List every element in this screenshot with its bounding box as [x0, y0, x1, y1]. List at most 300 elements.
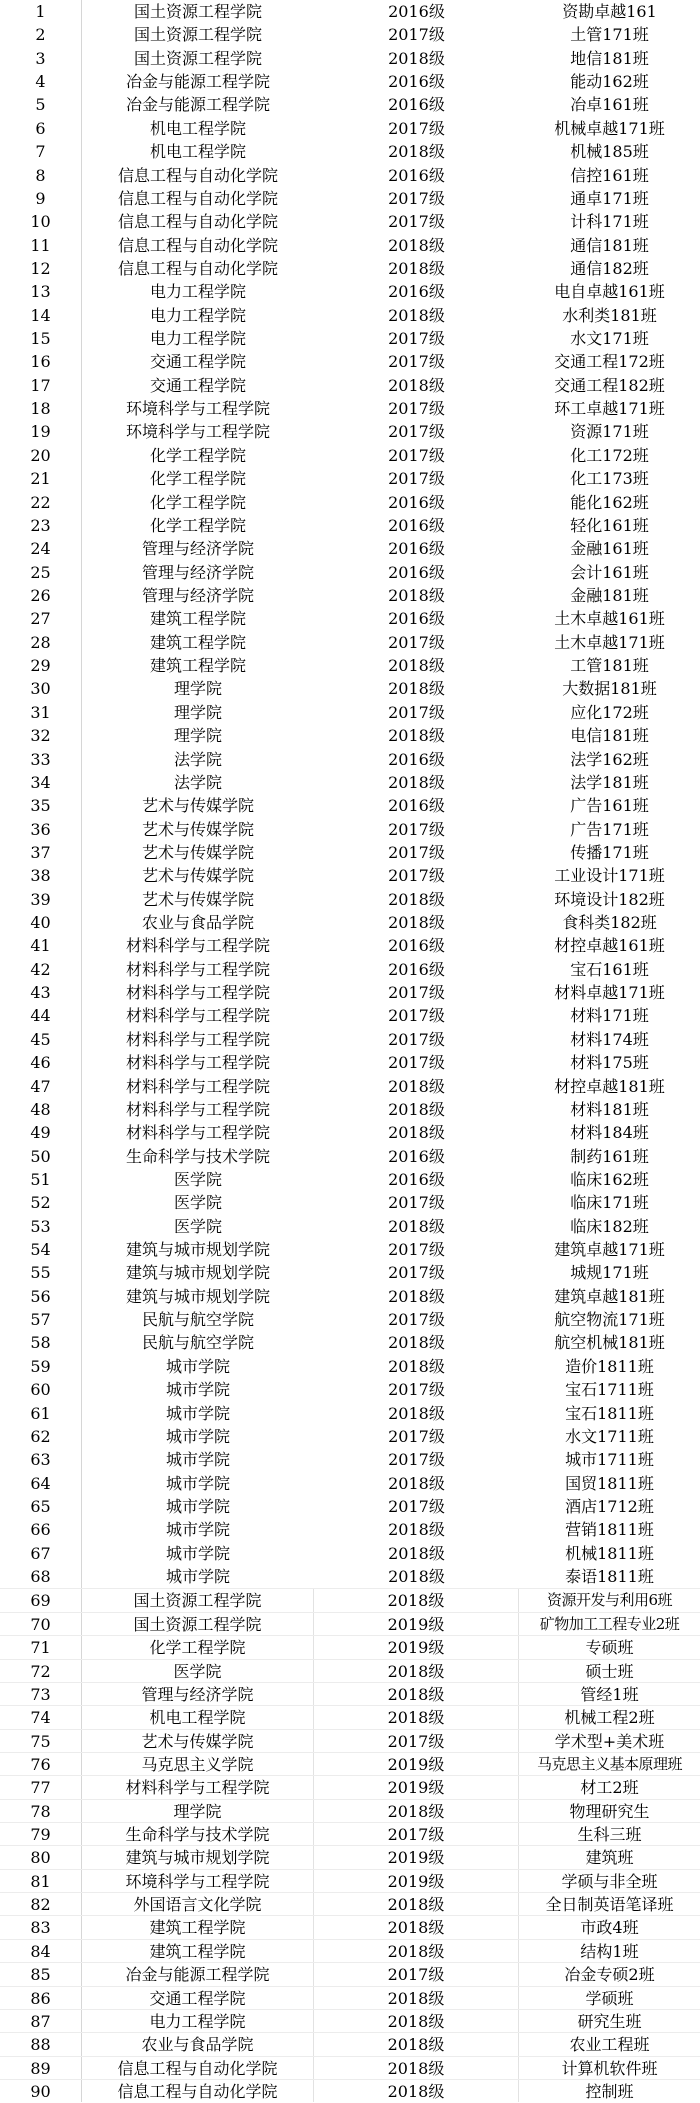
- table-row: [0, 584, 700, 607]
- class-name-cell: 造价1811班: [565, 1356, 654, 1376]
- class-name-cell: 城规171班: [570, 1263, 649, 1283]
- row-number-cell: 78: [0, 1800, 82, 1822]
- row-number-cell: 86: [0, 1987, 82, 2009]
- row-number-cell: 49: [0, 1121, 82, 1144]
- class-name-cell: 土管171班: [570, 25, 649, 45]
- class-name-cell: 大数据181班: [562, 679, 657, 699]
- grade-cell: 2016级: [388, 1146, 445, 1166]
- college-cell: 城市学院: [165, 1380, 230, 1400]
- college-cell: 冶金与能源工程学院: [125, 72, 270, 92]
- college-cell: 材料科学与工程学院: [125, 1076, 270, 1096]
- table-row: [0, 1145, 700, 1168]
- row-number-cell: 50: [0, 1145, 82, 1168]
- table-row: [0, 1635, 700, 1658]
- grade-cell: 2016级: [388, 539, 445, 559]
- class-name-cell: 水文171班: [570, 329, 649, 349]
- row-number-cell: 73: [0, 1683, 82, 1705]
- college-cell: 化学工程学院: [149, 469, 246, 489]
- grade-cell: 2016级: [388, 749, 445, 769]
- class-name-cell: 控制班: [585, 2081, 634, 2101]
- class-name-cell: 建筑卓越181班: [554, 1286, 665, 1306]
- college-cell: 冶金与能源工程学院: [125, 95, 270, 115]
- class-name-cell: 硕士班: [585, 1661, 634, 1681]
- row-number-cell: 70: [0, 1613, 82, 1635]
- row-number-cell: 43: [0, 981, 82, 1004]
- row-number-cell: 57: [0, 1308, 82, 1331]
- row-number-cell: 33: [0, 748, 82, 771]
- row-number-cell: 25: [0, 561, 82, 584]
- class-name-cell: 冶卓161班: [570, 95, 649, 115]
- row-number-cell: 74: [0, 1706, 82, 1728]
- table-row: [0, 70, 700, 93]
- class-name-cell: 土木卓越161班: [554, 609, 665, 629]
- class-name-cell: 电信181班: [570, 726, 649, 746]
- table-row: [0, 631, 700, 654]
- class-name-cell: 机械1811班: [565, 1543, 654, 1563]
- college-cell: 医学院: [173, 1216, 222, 1236]
- college-cell: 信息工程与自动化学院: [82, 2080, 314, 2102]
- grade-cell: 2018级: [388, 585, 445, 605]
- college-cell: 材料科学与工程学院: [125, 1006, 270, 1026]
- grade-cell: 2017级: [388, 983, 445, 1003]
- table-row: [0, 1518, 700, 1541]
- college-cell: 城市学院: [165, 1543, 230, 1563]
- class-name-cell: 材料171班: [570, 1006, 649, 1026]
- row-number-cell: 64: [0, 1472, 82, 1495]
- row-number-cell: 67: [0, 1542, 82, 1565]
- class-name-cell: 应化172班: [570, 702, 649, 722]
- college-cell: 信息工程与自动化学院: [117, 212, 278, 232]
- table-row: [0, 864, 700, 887]
- row-number-cell: 79: [0, 1823, 82, 1845]
- grade-cell: 2018级: [388, 1543, 445, 1563]
- row-number-cell: 11: [0, 234, 82, 257]
- grade-cell: 2018级: [388, 1567, 445, 1587]
- grade-cell: 2017级: [388, 819, 445, 839]
- table-row: [0, 1098, 700, 1121]
- grade-cell: 2016级: [388, 2, 445, 21]
- class-name-cell: 马克思主义基本原理班: [536, 1754, 682, 1773]
- table-row: [0, 771, 700, 794]
- row-number-cell: 23: [0, 514, 82, 537]
- class-name-cell: 广告171班: [570, 819, 649, 839]
- table-row: [0, 607, 700, 630]
- grade-cell: 2019级: [314, 1846, 519, 1868]
- college-cell: 化学工程学院: [149, 492, 246, 512]
- college-cell: 建筑工程学院: [149, 609, 246, 629]
- table-row: [0, 1285, 700, 1308]
- grade-cell: 2016级: [388, 282, 445, 302]
- college-cell: 国土资源工程学院: [133, 25, 262, 45]
- row-number-cell: 68: [0, 1565, 82, 1588]
- class-name-cell: 轻化161班: [570, 515, 649, 535]
- class-name-cell: 学硕班: [585, 1988, 634, 2008]
- college-cell: 建筑与城市规划学院: [125, 1286, 270, 1306]
- class-name-cell: 交通工程182班: [554, 375, 665, 395]
- grade-cell: 2016级: [388, 562, 445, 582]
- table-row: [0, 444, 700, 467]
- class-name-cell: 水文1711班: [565, 1426, 654, 1446]
- table-row: [0, 841, 700, 864]
- row-number-cell: 16: [0, 350, 82, 373]
- row-number-cell: 36: [0, 818, 82, 841]
- row-number-cell: 32: [0, 724, 82, 747]
- college-cell: 城市学院: [165, 1356, 230, 1376]
- class-name-cell: 生科三班: [577, 1825, 642, 1845]
- table-row: [0, 397, 700, 420]
- grade-cell: 2018级: [388, 142, 445, 162]
- college-cell: 建筑工程学院: [149, 656, 246, 676]
- row-number-cell: 77: [0, 1776, 82, 1798]
- table-row: [0, 1799, 700, 1822]
- table-row: [0, 1612, 700, 1635]
- row-number-cell: 59: [0, 1355, 82, 1378]
- grade-cell: 2017级: [388, 329, 445, 349]
- table-row: [0, 93, 700, 116]
- row-number-cell: 13: [0, 280, 82, 303]
- grade-cell: 2017级: [388, 1450, 445, 1470]
- table-row: [0, 1705, 700, 1728]
- row-number-cell: 6: [0, 117, 82, 140]
- class-name-cell: 泰语1811班: [565, 1567, 654, 1587]
- grade-cell: 2016级: [388, 959, 445, 979]
- grade-cell: 2019级: [314, 1753, 519, 1775]
- class-name-cell: 材料174班: [570, 1029, 649, 1049]
- college-cell: 城市学院: [165, 1473, 230, 1493]
- table-row: [0, 1892, 700, 1915]
- row-number-cell: 51: [0, 1168, 82, 1191]
- college-cell: 建筑与城市规划学院: [82, 1846, 314, 1868]
- college-cell: 信息工程与自动化学院: [117, 258, 278, 278]
- grade-cell: 2018级: [388, 1286, 445, 1306]
- class-name-cell: 金融161班: [570, 539, 649, 559]
- grade-cell: 2018级: [388, 1356, 445, 1376]
- grade-cell: 2017级: [314, 1963, 519, 1985]
- row-number-cell: 9: [0, 187, 82, 210]
- college-cell: 医学院: [173, 1169, 222, 1189]
- college-cell: 信息工程与自动化学院: [117, 235, 278, 255]
- row-number-cell: 45: [0, 1028, 82, 1051]
- row-number-cell: 37: [0, 841, 82, 864]
- row-number-cell: 35: [0, 794, 82, 817]
- grade-cell: 2017级: [388, 632, 445, 652]
- grade-cell: 2018级: [388, 1333, 445, 1353]
- class-name-cell: 临床162班: [570, 1169, 649, 1189]
- grade-cell: 2017级: [388, 1029, 445, 1049]
- class-name-cell: 城市1711班: [565, 1450, 654, 1470]
- row-number-cell: 52: [0, 1191, 82, 1214]
- college-cell: 材料科学与工程学院: [82, 1776, 314, 1798]
- table-row: [0, 537, 700, 560]
- table-row: [0, 1075, 700, 1098]
- class-name-cell: 电自卓越161班: [554, 282, 665, 302]
- row-number-cell: 53: [0, 1215, 82, 1238]
- class-name-cell: 冶金专硕2班: [564, 1965, 655, 1985]
- table-row: [0, 257, 700, 280]
- college-cell: 城市学院: [165, 1567, 230, 1587]
- row-number-cell: 76: [0, 1753, 82, 1775]
- class-name-cell: 资源171班: [570, 422, 649, 442]
- class-name-cell: 食科类182班: [562, 913, 657, 933]
- grade-cell: 2018级: [314, 1916, 519, 1938]
- class-name-cell: 交通工程172班: [554, 352, 665, 372]
- table-row: [0, 1355, 700, 1378]
- grade-cell: 2018级: [388, 889, 445, 909]
- college-cell: 马克思主义学院: [82, 1753, 314, 1775]
- row-number-cell: 19: [0, 420, 82, 443]
- table-row: [0, 467, 700, 490]
- grade-cell: 2018级: [388, 726, 445, 746]
- table-row: [0, 23, 700, 46]
- row-number-cell: 20: [0, 444, 82, 467]
- table-row: [0, 1845, 700, 1868]
- grade-cell: 2016级: [388, 515, 445, 535]
- row-number-cell: 54: [0, 1238, 82, 1261]
- row-number-cell: 71: [0, 1636, 82, 1658]
- table-row: [0, 1915, 700, 1938]
- grade-cell: 2016级: [388, 492, 445, 512]
- row-number-cell: 30: [0, 677, 82, 700]
- class-name-cell: 信控161班: [570, 165, 649, 185]
- table-row: [0, 140, 700, 163]
- row-number-cell: 28: [0, 631, 82, 654]
- grade-cell: 2019级: [314, 1636, 519, 1658]
- college-cell: 农业与食品学院: [141, 913, 254, 933]
- college-cell: 城市学院: [165, 1426, 230, 1446]
- grade-cell: 2017级: [388, 1006, 445, 1026]
- class-name-cell: 临床182班: [570, 1216, 649, 1236]
- college-cell: 生命科学与技术学院: [125, 1146, 270, 1166]
- college-cell: 艺术与传媒学院: [141, 796, 254, 816]
- grade-cell: 2017级: [388, 1240, 445, 1260]
- college-cell: 艺术与传媒学院: [141, 819, 254, 839]
- grade-cell: 2018级: [388, 1473, 445, 1493]
- table-row: [0, 677, 700, 700]
- row-number-cell: 87: [0, 2010, 82, 2032]
- table-row: [0, 1402, 700, 1425]
- college-cell: 化学工程学院: [149, 445, 246, 465]
- college-cell: 建筑与城市规划学院: [125, 1263, 270, 1283]
- class-name-cell: 制药161班: [570, 1146, 649, 1166]
- table-row: [0, 1542, 700, 1565]
- table-row: [0, 1191, 700, 1214]
- table-row: [0, 1121, 700, 1144]
- college-cell: 建筑与城市规划学院: [125, 1240, 270, 1260]
- college-cell: 管理与经济学院: [82, 1683, 314, 1705]
- college-cell: 建筑工程学院: [149, 632, 246, 652]
- grade-cell: 2018级: [388, 1520, 445, 1540]
- class-name-cell: 机械卓越171班: [554, 118, 665, 138]
- class-name-cell: 工管181班: [570, 656, 649, 676]
- table-row: [0, 888, 700, 911]
- table-row: [0, 748, 700, 771]
- row-number-cell: 12: [0, 257, 82, 280]
- row-number-cell: 15: [0, 327, 82, 350]
- table-row: [0, 1308, 700, 1331]
- row-number-cell: 24: [0, 537, 82, 560]
- college-cell: 艺术与传媒学院: [141, 842, 254, 862]
- grade-cell: 2018级: [388, 1099, 445, 1119]
- table-row: [0, 234, 700, 257]
- grade-cell: 2017级: [388, 1310, 445, 1330]
- grade-cell: 2016级: [388, 72, 445, 92]
- college-cell: 交通工程学院: [149, 375, 246, 395]
- row-number-cell: 14: [0, 304, 82, 327]
- table-row: [0, 1986, 700, 2009]
- table-row: [0, 1028, 700, 1051]
- row-number-cell: 8: [0, 164, 82, 187]
- college-cell: 环境科学与工程学院: [82, 1870, 314, 1892]
- grade-cell: 2017级: [388, 25, 445, 45]
- grade-cell: 2017级: [388, 866, 445, 886]
- row-number-cell: 1: [0, 0, 82, 23]
- table-row: [0, 210, 700, 233]
- table-row: [0, 724, 700, 747]
- college-cell: 交通工程学院: [149, 352, 246, 372]
- college-cell: 电力工程学院: [149, 305, 246, 325]
- college-cell: 建筑工程学院: [82, 1916, 314, 1938]
- table-row: [0, 47, 700, 70]
- college-cell: 理学院: [173, 726, 222, 746]
- table-row: [0, 2079, 700, 2102]
- class-name-cell: 专硕班: [585, 1638, 634, 1658]
- grade-cell: 2017级: [388, 1497, 445, 1516]
- class-name-cell: 宝石1711班: [565, 1380, 654, 1400]
- grade-cell: 2018级: [388, 235, 445, 255]
- class-name-cell: 全日制英语笔译班: [545, 1895, 674, 1915]
- table-row: [0, 1775, 700, 1798]
- grade-cell: 2018级: [388, 679, 445, 699]
- table-row: [0, 561, 700, 584]
- table-row: [0, 1729, 700, 1752]
- row-number-cell: 3: [0, 47, 82, 70]
- row-number-cell: 69: [0, 1589, 82, 1611]
- class-name-cell: 材控卓越181班: [554, 1076, 665, 1096]
- college-cell: 医学院: [82, 1660, 314, 1682]
- class-name-cell: 机械工程2班: [564, 1708, 655, 1728]
- college-cell: 外国语言文化学院: [82, 1893, 314, 1915]
- grade-cell: 2017级: [388, 1053, 445, 1073]
- class-name-cell: 市政4班: [580, 1918, 639, 1938]
- grade-cell: 2019级: [314, 1613, 519, 1635]
- college-cell: 机电工程学院: [82, 1706, 314, 1728]
- grade-cell: 2018级: [314, 2033, 519, 2055]
- table-row: [0, 701, 700, 724]
- grade-cell: 2016级: [388, 95, 445, 115]
- college-cell: 化学工程学院: [82, 1636, 314, 1658]
- class-name-cell: 航空物流171班: [554, 1310, 665, 1330]
- table-row: [0, 958, 700, 981]
- class-name-cell: 结构1班: [580, 1941, 639, 1961]
- table-row: [0, 1822, 700, 1845]
- grade-cell: 2017级: [388, 842, 445, 862]
- table-row: [0, 117, 700, 140]
- table-row: [0, 187, 700, 210]
- class-name-cell: 化工172班: [570, 445, 649, 465]
- college-cell: 法学院: [173, 772, 222, 792]
- grade-cell: 2018级: [314, 1987, 519, 2009]
- row-number-cell: 89: [0, 2057, 82, 2079]
- college-cell: 信息工程与自动化学院: [82, 2057, 314, 2079]
- table-row: [0, 1495, 700, 1518]
- table-row: [0, 981, 700, 1004]
- class-name-cell: 机械185班: [570, 142, 649, 162]
- row-number-cell: 42: [0, 958, 82, 981]
- class-name-cell: 临床171班: [570, 1193, 649, 1213]
- class-name-cell: 会计161班: [570, 562, 649, 582]
- class-name-cell: 计科171班: [570, 212, 649, 232]
- class-name-cell: 航空机械181班: [554, 1333, 665, 1353]
- row-number-cell: 63: [0, 1448, 82, 1471]
- college-cell: 艺术与传媒学院: [141, 866, 254, 886]
- row-number-cell: 72: [0, 1660, 82, 1682]
- row-number-cell: 5: [0, 93, 82, 116]
- table-row: [0, 374, 700, 397]
- college-cell: 冶金与能源工程学院: [82, 1963, 314, 1985]
- class-name-cell: 材料181班: [570, 1099, 649, 1119]
- college-cell: 管理与经济学院: [141, 539, 254, 559]
- grade-cell: 2018级: [388, 375, 445, 395]
- college-cell: 法学院: [173, 749, 222, 769]
- table-row: [0, 2056, 700, 2079]
- class-name-cell: 材料175班: [570, 1053, 649, 1073]
- class-name-cell: 建筑班: [585, 1848, 634, 1868]
- grade-cell: 2018级: [388, 913, 445, 933]
- class-name-cell: 研究生班: [577, 2011, 642, 2031]
- class-name-cell: 通卓171班: [570, 188, 649, 208]
- college-cell: 城市学院: [165, 1450, 230, 1470]
- table-row: [0, 304, 700, 327]
- row-number-cell: 41: [0, 934, 82, 957]
- college-cell: 机电工程学院: [149, 118, 246, 138]
- class-name-cell: 建筑卓越171班: [554, 1240, 665, 1260]
- table-row: [0, 1378, 700, 1401]
- college-cell: 材料科学与工程学院: [125, 1053, 270, 1073]
- class-name-cell: 营销1811班: [565, 1520, 654, 1540]
- college-cell: 国土资源工程学院: [82, 1589, 314, 1611]
- class-name-cell: 地信181班: [570, 48, 649, 68]
- grade-cell: 2018级: [314, 2057, 519, 2079]
- table-row: [0, 0, 700, 23]
- row-number-cell: 66: [0, 1518, 82, 1541]
- row-number-cell: 39: [0, 888, 82, 911]
- row-number-cell: 21: [0, 467, 82, 490]
- college-cell: 国土资源工程学院: [133, 48, 262, 68]
- table-row: [0, 1472, 700, 1495]
- grade-cell: 2017级: [388, 118, 445, 138]
- grade-cell: 2018级: [314, 1893, 519, 1915]
- college-cell: 国土资源工程学院: [133, 2, 262, 21]
- class-name-cell: 材工2班: [580, 1778, 639, 1798]
- class-name-cell: 资源开发与利用6班: [546, 1591, 673, 1610]
- table-row: [0, 1939, 700, 1962]
- row-number-cell: 90: [0, 2080, 82, 2102]
- class-name-cell: 资勘卓越161: [562, 2, 657, 21]
- class-name-cell: 材料卓越171班: [554, 983, 665, 1003]
- table-row: [0, 1448, 700, 1471]
- class-name-cell: 农业工程班: [569, 2035, 650, 2055]
- college-cell: 艺术与传媒学院: [82, 1730, 314, 1752]
- row-number-cell: 84: [0, 1940, 82, 1962]
- college-cell: 城市学院: [165, 1497, 230, 1516]
- row-number-cell: 56: [0, 1285, 82, 1308]
- table-row: [0, 350, 700, 373]
- grade-cell: 2017级: [314, 1823, 519, 1845]
- row-number-cell: 29: [0, 654, 82, 677]
- table-row: [0, 1659, 700, 1682]
- class-name-cell: 金融181班: [570, 585, 649, 605]
- class-name-cell: 水利类181班: [562, 305, 657, 325]
